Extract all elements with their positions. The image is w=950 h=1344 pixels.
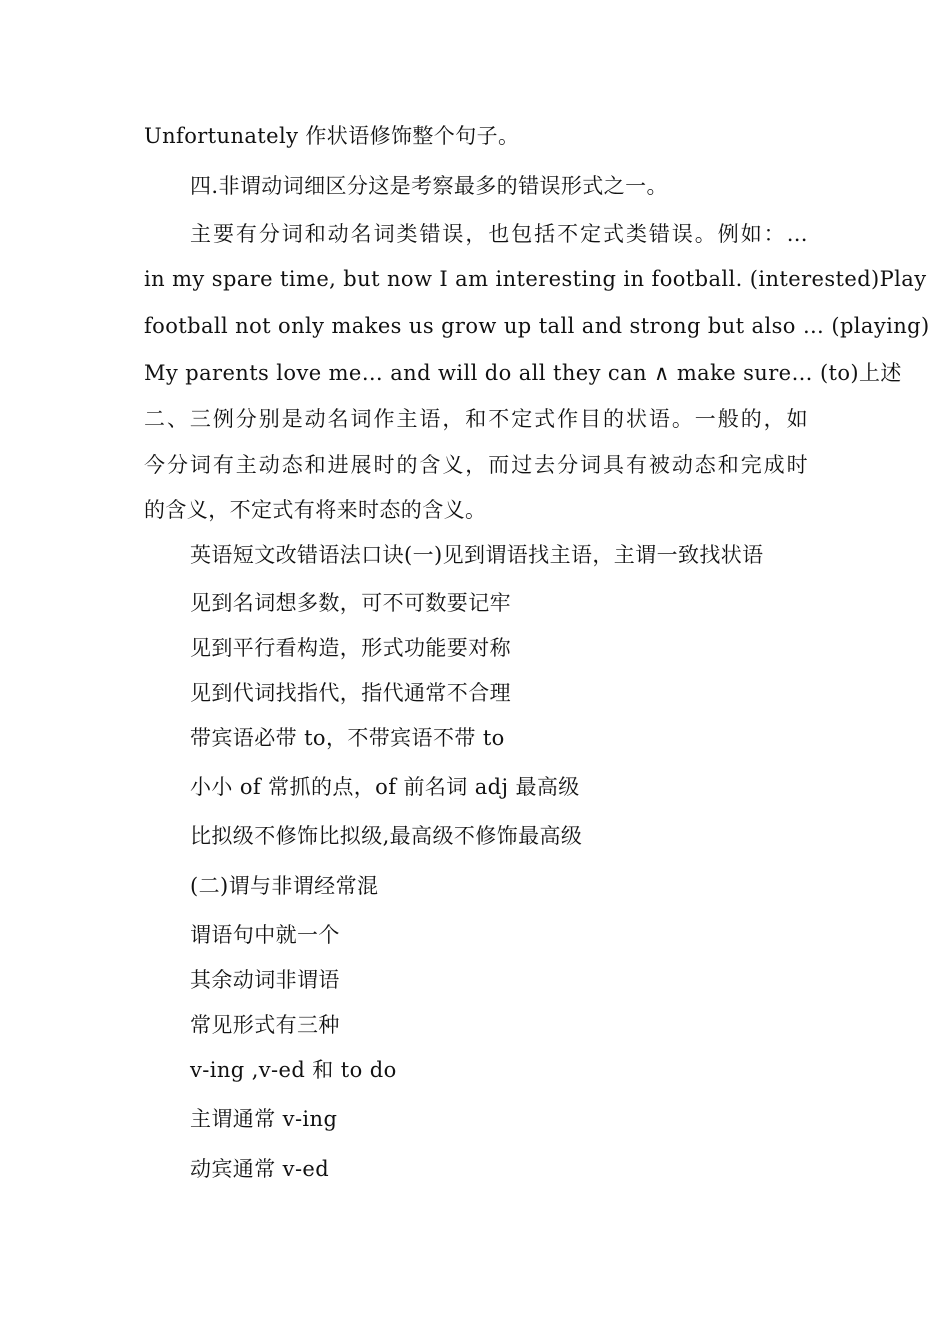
mnemonic-line: 动宾通常 v-ed (190, 1157, 330, 1181)
mnemonic-heading-one: 英语短文改错语法口诀(一)见到谓语找主语，主谓一致找状语 (190, 543, 764, 567)
mnemonic-line: 见到平行看构造，形式功能要对称 (190, 636, 511, 660)
paragraph-line-unfortunately: Unfortunately 作状语修饰整个句子。 (144, 124, 520, 148)
mnemonic-line: 主谓通常 v-ing (190, 1107, 338, 1131)
mnemonic-line: 比拟级不修饰比拟级,最高级不修饰最高级 (190, 824, 583, 848)
mnemonic-line: 带宾语必带 to，不带宾语不带 to (190, 726, 505, 750)
paragraph-line-example-2: football not only makes us grow up tall and strong but also … (playing) (144, 314, 930, 338)
mnemonic-line: 常见形式有三种 (190, 1013, 340, 1037)
section-heading-four: 四.非谓动词细区分这是考察最多的错误形式之一。 (190, 174, 668, 198)
paragraph-line-explanation-2: 今分词有主动态和进展时的含义，而过去分词具有被动态和完成时 (144, 453, 808, 477)
mnemonic-line: 其余动词非谓语 (190, 968, 340, 992)
mnemonic-line: 见到代词找指代，指代通常不合理 (190, 681, 511, 705)
paragraph-line-explanation-3: 的含义，不定式有将来时态的含义。 (144, 498, 487, 522)
mnemonic-heading-two: (二)谓与非谓经常混 (190, 874, 379, 898)
paragraph-line-example-1: in my spare time, but now I am interesting in football. (interested)Play (144, 267, 927, 291)
mnemonic-line: 见到名词想多数，可不可数要记牢 (190, 591, 511, 615)
mnemonic-line: 谓语句中就一个 (190, 923, 340, 947)
mnemonic-line: v-ing ,v-ed 和 to do (190, 1058, 397, 1082)
paragraph-line-main-errors: 主要有分词和动名词类错误，也包括不定式类错误。例如：… (190, 222, 808, 246)
paragraph-line-explanation-1: 二、三例分别是动名词作主语，和不定式作目的状语。一般的，如 (144, 407, 808, 431)
mnemonic-line: 小小 of 常抓的点，of 前名词 adj 最高级 (190, 775, 580, 799)
paragraph-line-example-3: My parents love me… and will do all they can ∧ make sure… (to)上述 (144, 361, 902, 385)
